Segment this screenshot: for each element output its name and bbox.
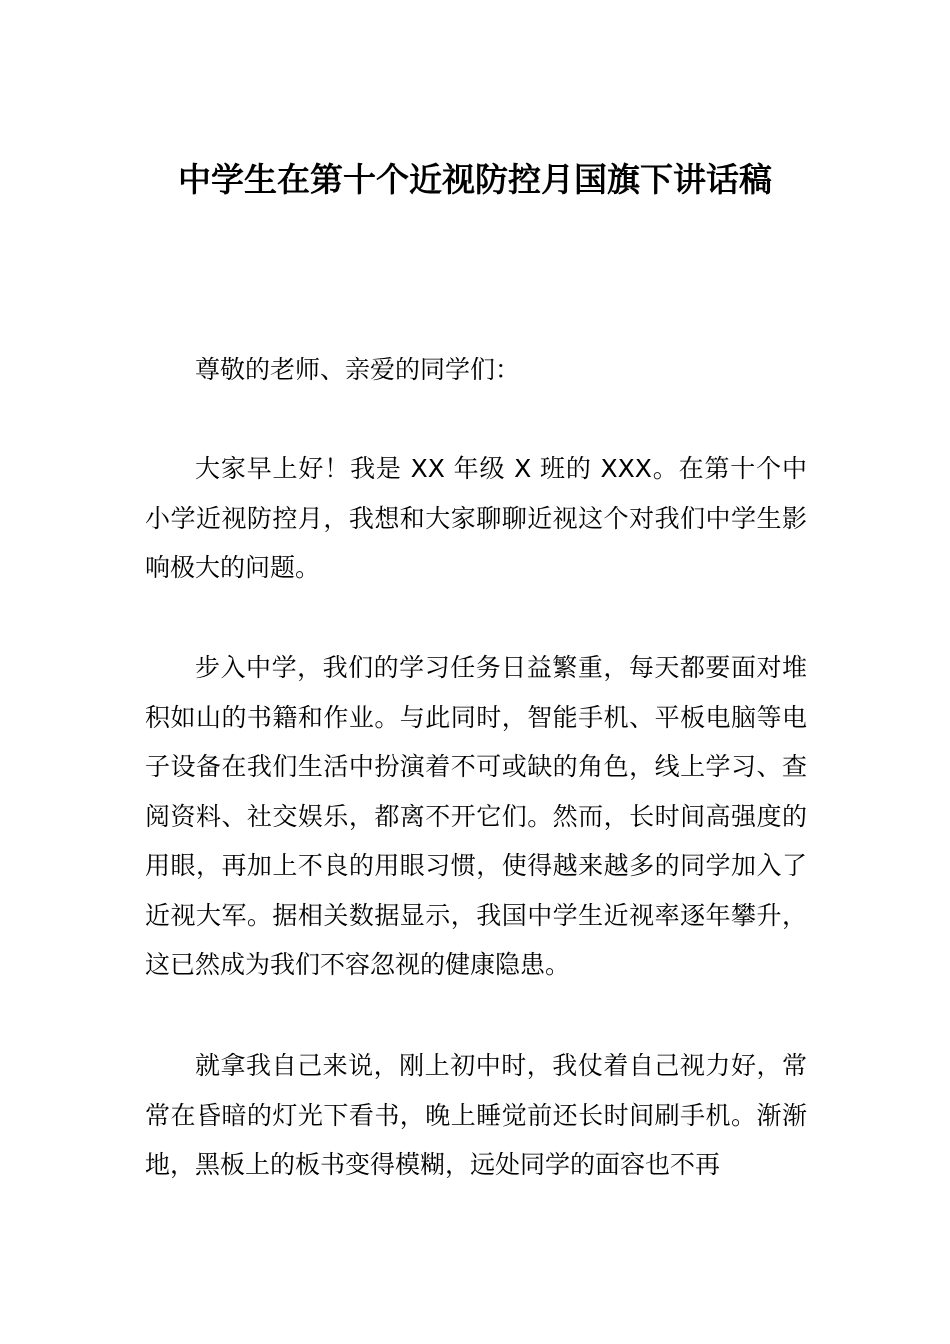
paragraph-study-pressure: 步入中学，我们的学习任务日益繁重，每天都要面对堆积如山的书籍和作业。与此同时，智能手机、平板电脑等电子设备在我们生活中扮演着不可或缺的角色，线上学习、查阅资料、社交娱乐，都离不开它们。然而，长时间高强度的用眼，再加上不良的用眼习惯，使得越来越多的同学加入了近视大军。据相关数据显示，我国中学生近视率逐年攀升，这已然成为我们不容忽视的健康隐患。 (145, 653, 807, 979)
document-title: 中学生在第十个近视防控月国旗下讲话稿 (178, 160, 772, 199)
paragraph-greeting: 大家早上好！我是 XX 年级 X 班的 XXX。在第十个中小学近视防控月，我想和大家聊聊近视这个对我们中学生影响极大的问题。 (145, 454, 807, 582)
paragraph-personal-experience: 就拿我自己来说，刚上初中时，我仗着自己视力好，常常在昏暗的灯光下看书，晚上睡觉前还长时间刷手机。渐渐地，黑板上的板书变得模糊，远处同学的面容也不再 (145, 1051, 807, 1179)
salutation: 尊敬的老师、亲爱的同学们： (195, 355, 521, 384)
